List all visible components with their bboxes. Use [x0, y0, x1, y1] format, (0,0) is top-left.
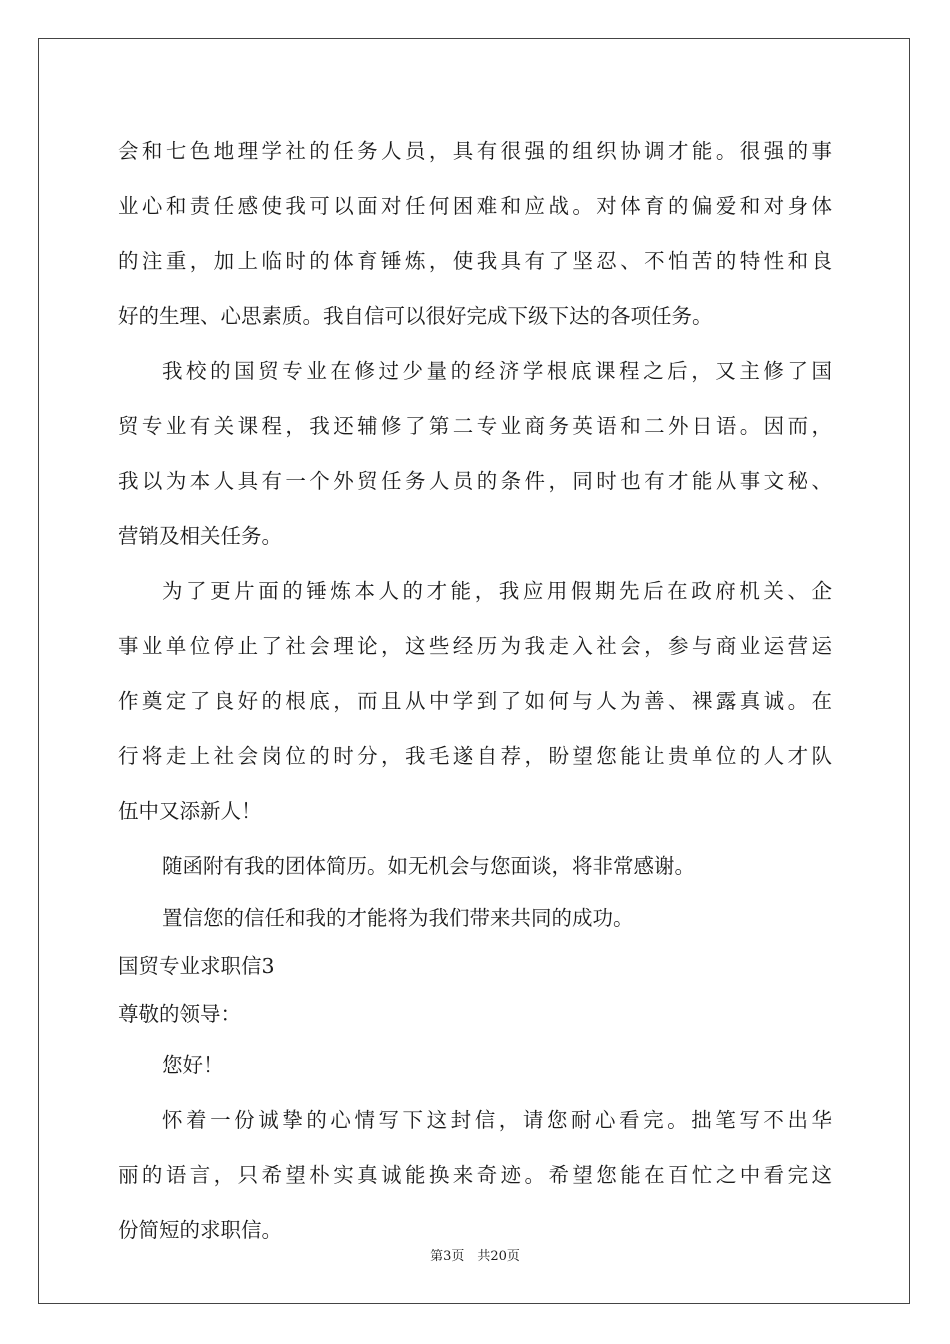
text-line: 作奠定了良好的根底，而且从中学到了如何与人为善、裸露真诚。在 [118, 689, 832, 713]
text-line: 会和七色地理学社的任务人员，具有很强的组织协调才能。很强的事 [118, 139, 832, 163]
paragraph: 置信您的信任和我的才能将为我们带来共同的成功。 [162, 906, 634, 930]
paragraph [118, 564, 832, 839]
text-line: 丽的语言，只希望朴实真诚能换来奇迹。希望您能在百忙之中看完这 [118, 1163, 832, 1187]
text-line: 的注重，加上临时的体育锤炼，使我具有了坚忍、不怕苦的特性和良 [118, 249, 832, 273]
text-line: 我以为本人具有一个外贸任务人员的条件，同时也有才能从事文秘、 [118, 469, 832, 493]
paragraph: 随函附有我的团体简历。如无机会与您面谈，将非常感谢。 [162, 854, 695, 878]
paragraph [118, 1093, 832, 1258]
text-line: 营销及相关任务。 [118, 524, 282, 548]
text-line: 行将走上社会岗位的时分，我毛遂自荐，盼望您能让贵单位的人才队 [118, 744, 832, 768]
text-line: 我校的国贸专业在修过少量的经济学根底课程之后，又主修了国 [162, 359, 832, 383]
text-line: 为了更片面的锤炼本人的才能，我应用假期先后在政府机关、企 [162, 579, 832, 603]
greeting: 您好！ [162, 1053, 224, 1077]
document-body [118, 124, 832, 1258]
paragraph [118, 344, 832, 564]
text-line: 怀着一份诚挚的心情写下这封信，请您耐心看完。拙笔写不出华 [162, 1108, 832, 1132]
text-line: 好的生理、心思素质。我自信可以很好完成下级下达的各项任务。 [118, 304, 713, 328]
page-number: 第3页 共20页 [430, 1249, 520, 1264]
text-line: 伍中又添新人！ [118, 799, 262, 823]
section-title: 国贸专业求职信3 [118, 954, 275, 978]
paragraph [118, 124, 832, 344]
text-line: 业心和责任感使我可以面对任何困难和应战。对体育的偏爱和对身体 [118, 194, 832, 218]
text-line: 事业单位停止了社会理论，这些经历为我走入社会，参与商业运营运 [118, 634, 832, 658]
text-line: 份简短的求职信。 [118, 1218, 282, 1242]
text-line: 贸专业有关课程，我还辅修了第二专业商务英语和二外日语。因而， [118, 414, 832, 438]
salutation: 尊敬的领导： [118, 1002, 241, 1026]
